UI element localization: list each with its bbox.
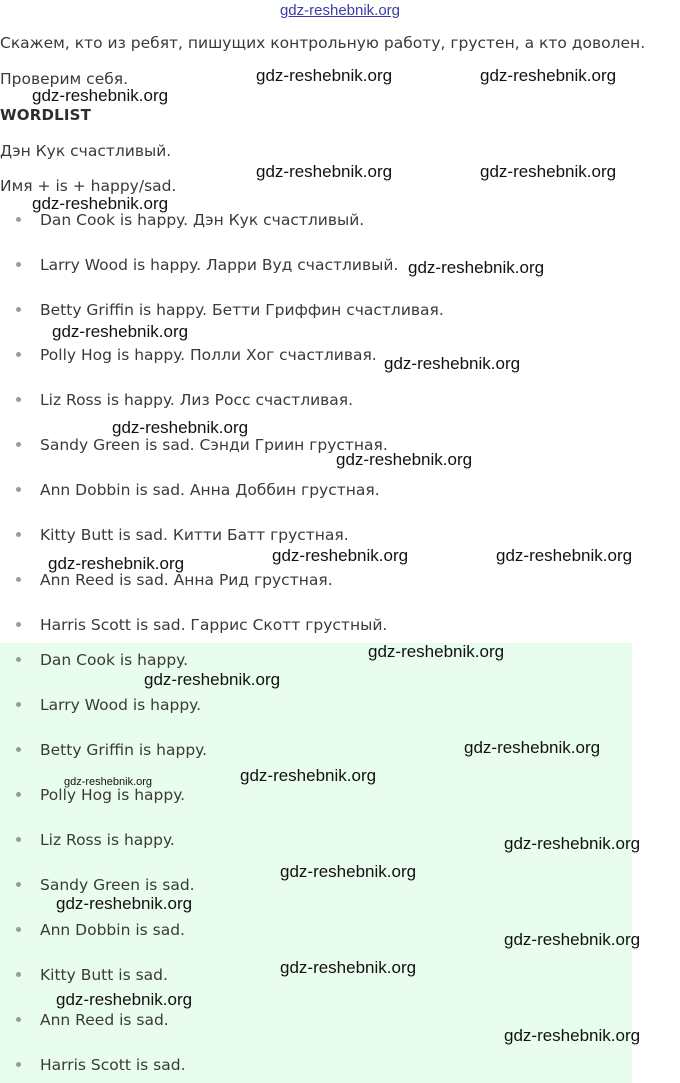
watermark: gdz-reshebnik.org xyxy=(32,194,169,213)
watermark: gdz-reshebnik.org xyxy=(504,1026,641,1045)
answer-item xyxy=(16,651,188,669)
answer-item xyxy=(16,786,185,804)
bullet-icon xyxy=(16,1062,21,1067)
watermark: gdz-reshebnik.org xyxy=(32,86,169,105)
watermark: gdz-reshebnik.org xyxy=(280,958,417,977)
answer-item-text: Larry Wood is happy. xyxy=(40,696,202,714)
answer-item xyxy=(16,966,168,984)
watermark: gdz-reshebnik.org xyxy=(256,162,393,181)
answer-item-text: Ann Reed is sad. xyxy=(40,1011,169,1029)
list-item-text: Harris Scott is sad. Гаррис Скотт грустный. xyxy=(40,616,388,634)
list-item-text: Betty Griffin is happy. Бетти Гриффин счастливая. xyxy=(40,301,444,319)
bullet-icon xyxy=(16,747,21,752)
answer-item-text: Sandy Green is sad. xyxy=(40,876,195,894)
watermark: gdz-reshebnik.org xyxy=(272,546,409,565)
answer-item-text: Dan Cook is happy. xyxy=(40,651,189,669)
answer-item xyxy=(16,921,185,939)
answer-item-text: Polly Hog is happy. xyxy=(40,786,186,804)
watermark: gdz-reshebnik.org xyxy=(240,766,377,785)
answer-item xyxy=(16,831,175,849)
watermark: gdz-reshebnik.org xyxy=(504,834,641,853)
pattern-text: Имя + is + happy/sad. xyxy=(0,177,177,195)
watermark: gdz-reshebnik.org xyxy=(368,642,505,661)
list-item-text: Larry Wood is happy. Ларри Вуд счастливый. xyxy=(40,256,399,274)
answer-item-text: Kitty Butt is sad. xyxy=(40,966,168,984)
list-item-text: Dan Cook is happy. Дэн Кук счастливый. xyxy=(40,211,365,229)
wordlist-heading: WORDLIST xyxy=(0,106,92,124)
answer-item xyxy=(16,1011,169,1029)
list-item-text: Kitty Butt is sad. Китти Батт грустная. xyxy=(40,526,349,544)
watermark: gdz-reshebnik.org xyxy=(48,554,185,573)
watermark: gdz-reshebnik.org xyxy=(52,322,189,341)
answer-item xyxy=(16,696,201,714)
watermark: gdz-reshebnik.org xyxy=(56,990,193,1009)
watermark: gdz-reshebnik.org xyxy=(56,894,193,913)
site-link-banner[interactable]: gdz-reshebnik.org xyxy=(279,2,401,19)
bullet-icon xyxy=(16,837,21,842)
list-item-text: Polly Hog is happy. Полли Хог счастливая. xyxy=(40,346,377,364)
watermark: gdz-reshebnik.org xyxy=(336,450,473,469)
answer-item-text: Harris Scott is sad. xyxy=(40,1056,186,1074)
answer-item xyxy=(16,876,195,894)
watermark: gdz-reshebnik.org xyxy=(256,66,393,85)
watermark: gdz-reshebnik.org xyxy=(464,738,601,757)
bullet-icon xyxy=(16,927,21,932)
bullet-icon xyxy=(16,702,21,707)
list-item-text: Liz Ross is happy. Лиз Росс счастливая. xyxy=(40,391,354,409)
answer-item-text: Betty Griffin is happy. xyxy=(40,741,208,759)
bullet-icon xyxy=(16,657,21,662)
answer-item-text: Ann Dobbin is sad. xyxy=(40,921,185,939)
watermark: gdz-reshebnik.org xyxy=(496,546,633,565)
answer-item-text: Liz Ross is happy. xyxy=(40,831,175,849)
bullet-icon xyxy=(16,972,21,977)
watermark: gdz-reshebnik.org xyxy=(64,776,153,788)
watermark: gdz-reshebnik.org xyxy=(480,66,617,85)
list-item-text: Ann Reed is sad. Анна Рид грустная. xyxy=(40,571,333,589)
watermark: gdz-reshebnik.org xyxy=(408,258,545,277)
watermark: gdz-reshebnik.org xyxy=(480,162,617,181)
watermark: gdz-reshebnik.org xyxy=(112,418,249,437)
answer-item xyxy=(16,741,207,759)
watermark: gdz-reshebnik.org xyxy=(384,354,521,373)
bullet-icon xyxy=(16,1017,21,1022)
list-item-text: Sandy Green is sad. Сэнди Гриин грустная. xyxy=(40,436,388,454)
answer-item xyxy=(16,1056,186,1074)
watermark: gdz-reshebnik.org xyxy=(144,670,281,689)
example-translation: Дэн Кук счастливый. xyxy=(0,142,172,160)
bullet-icon xyxy=(16,882,21,887)
bullet-icon xyxy=(16,792,21,797)
watermark: gdz-reshebnik.org xyxy=(504,930,641,949)
check-text: Проверим себя. xyxy=(0,70,129,88)
intro-text: Скажем, кто из ребят, пишущих контрольную работу, грустен, а кто доволен. xyxy=(0,34,646,52)
watermark: gdz-reshebnik.org xyxy=(280,862,417,881)
list-item-text: Ann Dobbin is sad. Анна Доббин грустная. xyxy=(40,481,380,499)
